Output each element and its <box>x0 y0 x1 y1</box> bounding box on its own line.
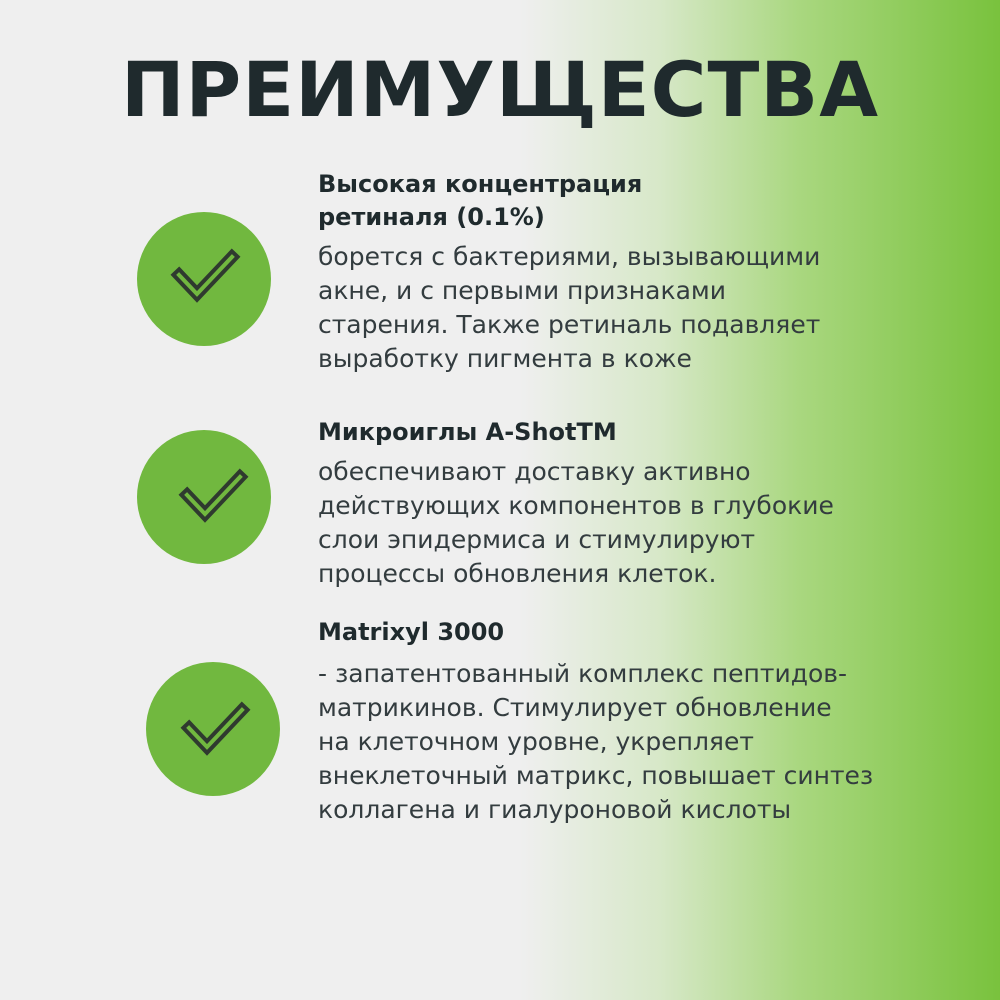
benefit-description-line: борется с бактериями, вызывающими <box>318 242 821 271</box>
benefit-description-line: коллагена и гиалуроновой кислоты <box>318 795 792 824</box>
page-title: ПРЕИМУЩЕСТВА <box>120 45 880 134</box>
check-badge <box>146 662 280 796</box>
benefit-title-line: Matrixyl 3000 <box>318 618 505 646</box>
checkmark-icon <box>137 212 271 346</box>
benefit-description-line: процессы обновления клеток. <box>318 559 717 588</box>
benefit-description <box>318 240 918 376</box>
check-badge <box>137 430 271 564</box>
benefit-description-line: выработку пигмента в коже <box>318 344 692 373</box>
benefit-title <box>318 168 818 234</box>
benefit-description-line: акне, и с первыми признаками <box>318 276 726 305</box>
checkmark-icon <box>146 662 280 796</box>
benefit-title-line: Высокая концентрация <box>318 170 643 198</box>
check-badge <box>137 212 271 346</box>
benefit-title-line: Микроиглы A-ShotTM <box>318 418 617 446</box>
benefit-description-line: внеклеточный матрикс, повышает синтез <box>318 761 874 790</box>
benefit-description <box>318 455 918 591</box>
benefit-description <box>318 657 918 827</box>
checkmark-icon <box>137 430 271 564</box>
benefit-description-line: действующих компонентов в глубокие <box>318 491 834 520</box>
benefit-title-line: ретиналя (0.1%) <box>318 203 545 231</box>
benefit-description-line: старения. Также ретиналь подавляет <box>318 310 821 339</box>
benefit-description-line: слои эпидермиса и стимулируют <box>318 525 756 554</box>
benefit-title <box>318 416 818 449</box>
benefit-title <box>318 616 818 649</box>
benefit-description-line: - запатентованный комплекс пептидов- <box>318 659 848 688</box>
benefit-description-line: на клеточном уровне, укрепляет <box>318 727 754 756</box>
benefit-description-line: обеспечивают доставку активно <box>318 457 751 486</box>
benefit-description-line: матрикинов. Стимулирует обновление <box>318 693 832 722</box>
